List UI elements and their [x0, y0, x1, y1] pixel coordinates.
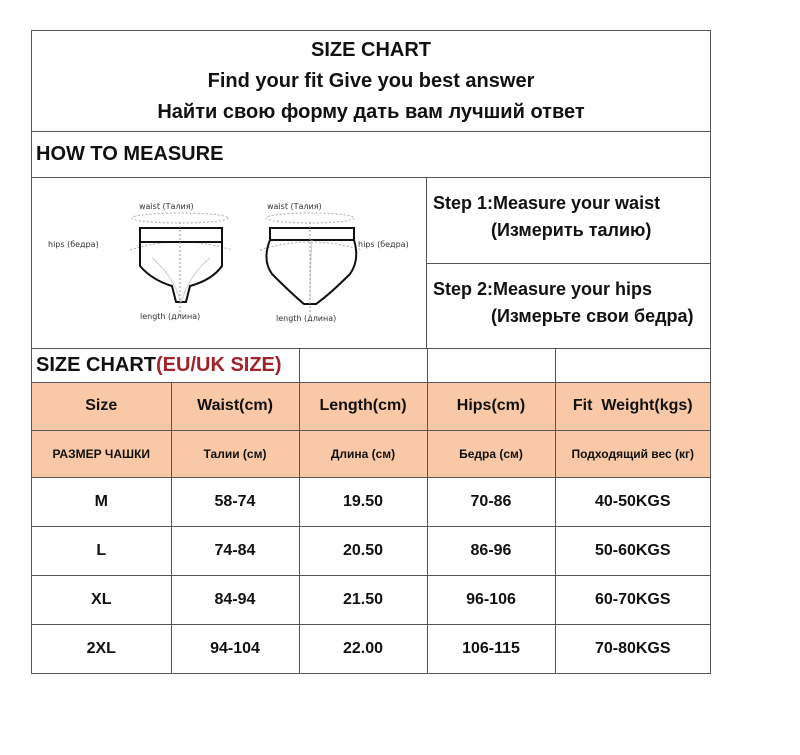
column-headers-english [32, 382, 710, 430]
step-hips-english: Step 2:Measure your hips [433, 278, 653, 299]
hips-label-front: hips (бедра) [48, 240, 99, 249]
hips-cell: 70-86 [427, 477, 555, 526]
weight-cell: 50-60KGS [555, 526, 710, 575]
chart-title: SIZE CHART [311, 38, 431, 61]
measure-section [32, 178, 710, 349]
size-cell: M [32, 477, 171, 526]
empty-cell [427, 349, 555, 382]
subtitle-english: Find your fit Give you best answer [207, 69, 535, 92]
subtitle-russian: Найти свою форму дать вам лучший ответ [157, 100, 585, 123]
empty-cell [555, 349, 710, 382]
waist-label-back: waist (Талия) [267, 202, 322, 211]
column-header: Бедра (см) [427, 430, 555, 477]
length-cell: 22.00 [299, 624, 427, 673]
weight-cell: 40-50KGS [555, 477, 710, 526]
weight-cell: 60-70KGS [555, 575, 710, 624]
table-row [32, 575, 710, 624]
column-header: РАЗМЕР ЧАШКИ [32, 430, 171, 477]
length-cell: 20.50 [299, 526, 427, 575]
weight-cell: 70-80KGS [555, 624, 710, 673]
briefs-front-icon [122, 208, 252, 328]
step-waist-english: Step 1:Measure your waist [433, 193, 661, 213]
length-cell: 19.50 [299, 477, 427, 526]
hips-cell: 106-115 [427, 624, 555, 673]
size-chart-title-row [32, 349, 710, 382]
empty-cell [299, 349, 427, 382]
step-hips [427, 264, 710, 349]
size-region-label: (EU/UK SIZE) [156, 353, 282, 376]
table-row [32, 477, 710, 526]
size-cell: L [32, 526, 171, 575]
hips-cell: 96-106 [427, 575, 555, 624]
table-row [32, 624, 710, 673]
column-headers-russian [32, 430, 710, 477]
size-chart-title-text: SIZE CHART [36, 353, 156, 376]
column-header: Hips(cm) [427, 382, 555, 430]
size-cell: XL [32, 575, 171, 624]
hips-cell: 86-96 [427, 526, 555, 575]
step-waist [427, 178, 710, 264]
hips-label-back: hips (бедра) [358, 240, 409, 249]
size-table [32, 349, 710, 673]
step-waist-russian: (Измерить талию) [491, 220, 652, 240]
chart-header [32, 31, 710, 132]
step-hips-russian: (Измерьте свои бедра) [491, 305, 694, 326]
table-row [32, 526, 710, 575]
briefs-back-icon [242, 208, 372, 328]
waist-cell: 74-84 [171, 526, 299, 575]
column-header: Подходящий вес (кг) [555, 430, 710, 477]
how-to-measure-title: HOW TO MEASURE [32, 132, 710, 178]
column-header: Fit Weight(kgs) [555, 382, 710, 430]
size-cell: 2XL [32, 624, 171, 673]
waist-cell: 58-74 [171, 477, 299, 526]
column-header: Size [32, 382, 171, 430]
waist-cell: 84-94 [171, 575, 299, 624]
length-label-back: length (длина) [276, 314, 337, 323]
size-chart-sheet [31, 30, 711, 674]
column-header: Length(cm) [299, 382, 427, 430]
column-header: Waist(cm) [171, 382, 299, 430]
column-header: Длина (см) [299, 430, 427, 477]
length-label-front: length (длина) [140, 312, 201, 321]
waist-label-front: waist (Талия) [139, 202, 194, 211]
column-header: Талии (см) [171, 430, 299, 477]
length-cell: 21.50 [299, 575, 427, 624]
waist-cell: 94-104 [171, 624, 299, 673]
measurement-illustration [32, 178, 427, 348]
measure-steps [427, 178, 710, 348]
size-chart-title [32, 349, 299, 382]
